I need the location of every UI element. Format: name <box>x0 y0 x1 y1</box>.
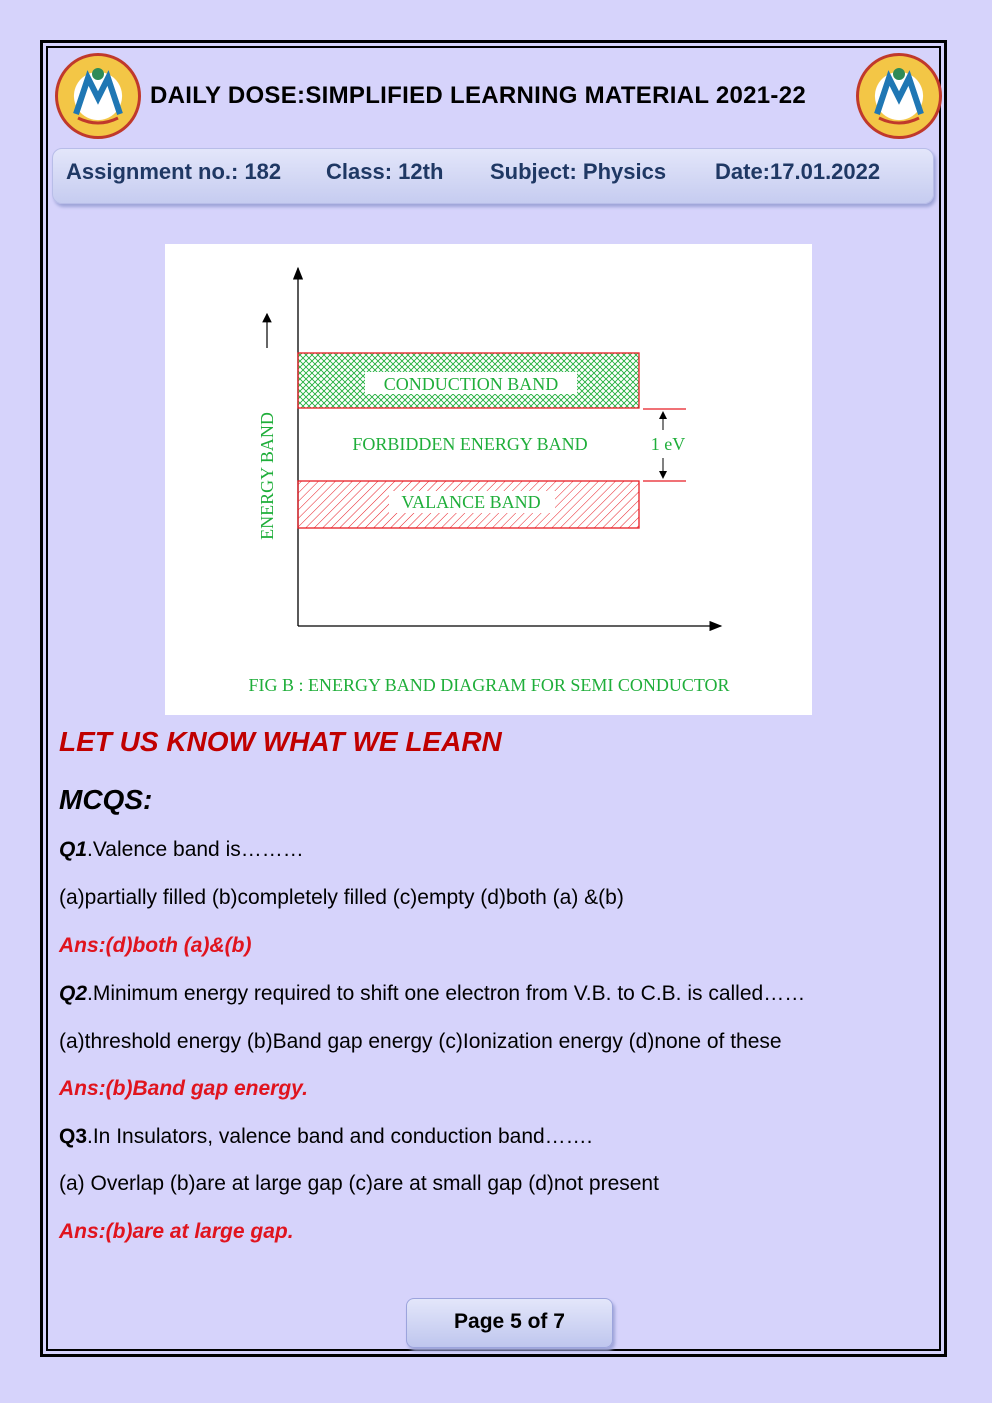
forbidden-band-label: FORBIDDEN ENERGY BAND <box>352 434 588 454</box>
question-number: Q3 <box>59 1125 88 1148</box>
question-1 <box>59 838 304 862</box>
diagram-caption: FIG B : ENERGY BAND DIAGRAM FOR SEMI CONDUCTOR <box>248 675 730 695</box>
question-1-answer: Ans:(d)both (a)&(b) <box>59 934 252 957</box>
question-text: .In Insulators, valence band and conduction band……. <box>87 1125 593 1148</box>
question-3 <box>59 1125 593 1149</box>
subject-label: Subject: Physics <box>490 159 667 184</box>
assignment-info-bar <box>52 148 934 204</box>
gap-label: 1 eV <box>650 434 686 454</box>
school-logo-left <box>55 53 141 139</box>
class-label: Class: 12th <box>326 159 444 184</box>
assignment-number: Assignment no.: 182 <box>66 159 282 184</box>
page-indicator: Page 5 of 7 <box>406 1298 613 1348</box>
energy-band-diagram <box>165 244 812 715</box>
date-label: Date:17.01.2022 <box>715 159 881 184</box>
question-text: .Minimum energy required to shift one electron from V.B. to C.B. is called…… <box>87 982 806 1005</box>
mcqs-heading: MCQS: <box>59 784 153 815</box>
section-heading: LET US KNOW WHAT WE LEARN <box>59 726 502 757</box>
question-number: Q2 <box>59 982 88 1005</box>
valance-band-label: VALANCE BAND <box>401 492 541 512</box>
header-title: DAILY DOSE:SIMPLIFIED LEARNING MATERIAL 2021-22 <box>150 82 806 109</box>
question-text: .Valence band is……… <box>87 838 304 861</box>
question-2-options: (a)threshold energy (b)Band gap energy (c)Ionization energy (d)none of these <box>59 1030 782 1053</box>
question-2-answer: Ans:(b)Band gap energy. <box>59 1077 308 1100</box>
question-1-options: (a)partially filled (b)completely filled (c)empty (d)both (a) &(b) <box>59 886 624 909</box>
conduction-band-label: CONDUCTION BAND <box>383 374 559 394</box>
question-3-options: (a) Overlap (b)are at large gap (c)are at small gap (d)not present <box>59 1172 659 1195</box>
y-axis-label: ENERGY BAND <box>257 412 277 540</box>
school-logo-right <box>856 53 942 139</box>
question-3-answer: Ans:(b)are at large gap. <box>59 1220 294 1243</box>
question-2 <box>59 982 805 1006</box>
question-number: Q1 <box>59 838 88 861</box>
